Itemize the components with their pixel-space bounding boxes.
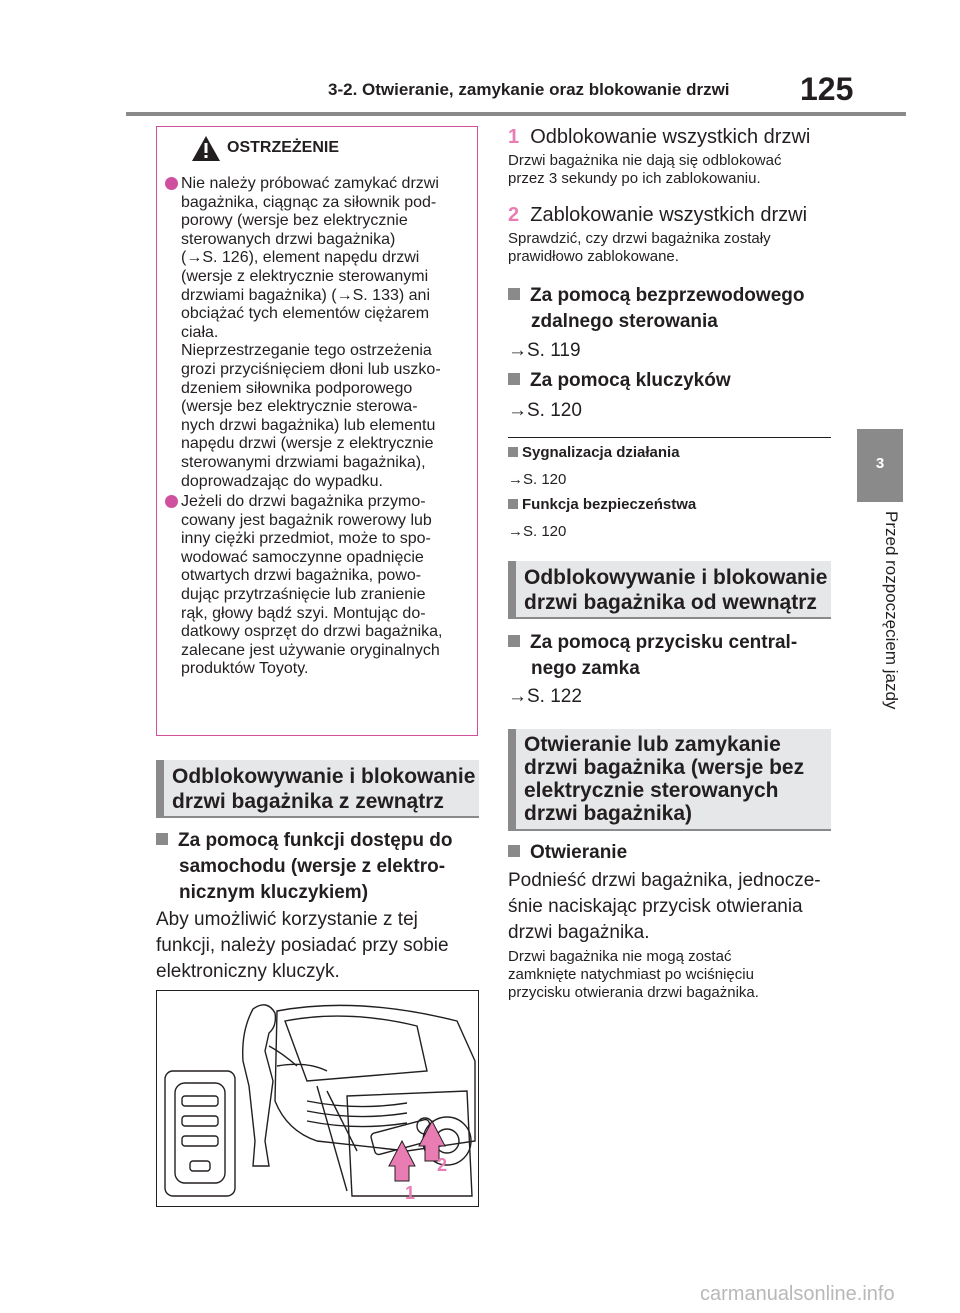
warning-body xyxy=(165,175,471,681)
square-bullet-icon xyxy=(508,373,520,385)
warning-text-line: (wersje z elektrycznie sterowanymi xyxy=(181,267,429,285)
warning-text-line: sterowanymi drzwiami bagażnika), xyxy=(181,453,426,471)
warning-text-line: napędu drzwi (wersje z elektrycznie xyxy=(181,435,434,453)
square-bullet-icon xyxy=(508,499,518,509)
subheading-line: zdalnego sterowania xyxy=(531,311,718,332)
subheading-line: Za pomocą funkcji dostępu do xyxy=(178,830,453,851)
text-line: funkcji, należy posiadać przy sobie xyxy=(156,935,449,956)
page-number: 125 xyxy=(800,71,854,107)
text-line: śnie naciskając przycisk otwierania xyxy=(508,896,803,917)
text-line: Drzwi bagażnika nie mogą zostać xyxy=(508,948,732,965)
step-number: 2 xyxy=(508,204,520,226)
subheading-line: Sygnalizacja działania xyxy=(522,444,680,461)
section-heading-outside xyxy=(156,760,479,818)
subheading-line: Za pomocą przycisku central- xyxy=(530,632,798,653)
chapter-title: Przed rozpoczęciem jazdy xyxy=(882,511,901,710)
section-title: 3-2. Otwieranie, zamykanie oraz blokowanie drzwi xyxy=(328,80,730,99)
opening-instructions xyxy=(508,868,843,946)
subheading-line: nego zamka xyxy=(531,658,640,679)
heading-line: elektrycznie sterowanych xyxy=(524,779,779,802)
step-title: Odblokowanie wszystkich drzwi xyxy=(530,126,811,148)
text-line: przycisku otwierania drzwi bagażnika. xyxy=(508,984,759,1001)
heading-bar xyxy=(156,760,164,816)
heading-line: drzwi bagażnika (wersje bez xyxy=(524,756,805,779)
subheading-smart-key xyxy=(156,828,486,906)
warning-text-line: zalecane jest używanie oryginalnych xyxy=(181,641,440,659)
subheading-line: samochodu (wersje z elektro- xyxy=(179,856,446,877)
subheading-line: nicznym kluczykiem) xyxy=(179,882,369,903)
subheading-safety xyxy=(508,496,696,513)
subheading-key xyxy=(508,368,838,394)
text-line: elektroniczny kluczyk. xyxy=(156,961,340,982)
page-reference-link[interactable]: →S. 120 xyxy=(508,471,567,488)
chapter-number: 3 xyxy=(875,455,885,472)
warning-text-line: (wersje bez elektrycznie sterowa- xyxy=(181,398,418,416)
warning-text-line: rąk, głowy bądź szyi. Montując do- xyxy=(181,604,426,622)
page-reference-link[interactable]: →S. 120 xyxy=(508,400,582,421)
step-note-line: Sprawdzić, czy drzwi bagażnika zostały xyxy=(508,230,771,247)
step-title: Zablokowanie wszystkich drzwi xyxy=(530,204,808,226)
page-reference-link[interactable]: →S. 119 xyxy=(508,340,581,361)
car-tailgate-drawing xyxy=(157,991,478,1206)
section-divider xyxy=(508,437,831,438)
header-rule xyxy=(126,112,906,116)
warning-text-line: dując przytrzaśnięcie lub zranienie xyxy=(181,586,426,604)
page-reference-link[interactable]: →S. 120 xyxy=(508,523,567,540)
subheading-line: Otwieranie xyxy=(530,842,628,863)
text-line: Podnieść drzwi bagażnika, jednocze- xyxy=(508,870,821,891)
warning-text-line: produktów Toyoty. xyxy=(181,660,309,678)
step-note-line: prawidłowo zablokowane. xyxy=(508,248,679,265)
warning-consequence xyxy=(181,342,471,491)
square-bullet-icon xyxy=(156,833,168,845)
step-number: 1 xyxy=(508,126,520,148)
subheading-signal xyxy=(508,444,680,461)
warning-text-line: doprowadzając do wypadku. xyxy=(181,472,383,490)
opening-note xyxy=(508,948,843,1002)
heading-bar xyxy=(508,561,516,617)
step-note-line: Drzwi bagażnika nie dają się odblokować xyxy=(508,152,782,169)
heading-line: drzwi bagażnika z zewnątrz xyxy=(172,790,444,813)
warning-text-line: ciała. xyxy=(181,323,219,341)
square-bullet-icon xyxy=(508,288,520,300)
warning-text-line: bagażnika, ciągnąc za siłownik pod- xyxy=(181,193,437,211)
warning-text-line: nych drzwi bagażnika) lub elementu xyxy=(181,416,436,434)
warning-text-line: grozi przyciśnięciem dłoni lub uszko- xyxy=(181,360,441,378)
heading-line: drzwi bagażnika od wewnątrz xyxy=(524,591,817,614)
warning-text-line: porowy (wersje bez elektrycznie xyxy=(181,212,408,230)
subheading-remote xyxy=(508,283,838,335)
watermark: carmanualsonline.info xyxy=(700,1283,895,1305)
tailgate-illustration xyxy=(156,990,479,1207)
page-reference-link[interactable]: →S. 122 xyxy=(508,686,582,707)
figure-label-1: 1 xyxy=(405,1183,416,1203)
section-heading-manual-tailgate xyxy=(508,729,831,831)
pink-bullet-icon xyxy=(165,495,178,508)
heading-line: Odblokowywanie i blokowanie xyxy=(172,765,476,788)
warning-text-line: Jeżeli do drzwi bagażnika przymo- xyxy=(181,493,426,511)
text-line: Aby umożliwić korzystanie z tej xyxy=(156,909,418,930)
heading-line: Otwieranie lub zamykanie xyxy=(524,733,781,756)
heading-line: Odblokowywanie i blokowanie xyxy=(524,566,828,589)
section-heading-inside xyxy=(508,561,831,619)
warning-item xyxy=(165,175,471,491)
square-bullet-icon xyxy=(508,447,518,457)
warning-text-line: Nieprzestrzeganie tego ostrzeżenia xyxy=(181,342,432,360)
warning-title: OSTRZEŻENIE xyxy=(227,139,340,156)
warning-text-line: obciążać tych elementów ciężarem xyxy=(181,305,430,323)
step-2 xyxy=(508,202,838,266)
subheading-line: Za pomocą bezprzewodowego xyxy=(530,285,805,306)
warning-text-line: cowany jest bagażnik rowerowy lub xyxy=(181,511,432,529)
warning-text-line: datkowy osprzęt do drzwi bagażnika, xyxy=(181,623,443,641)
warning-text-line: drzwiami bagażnika) (→S. 133) ani xyxy=(181,286,430,304)
subheading-central-lock xyxy=(508,630,838,682)
warning-triangle-icon xyxy=(191,135,221,162)
heading-bar xyxy=(508,729,516,829)
warning-item xyxy=(165,493,471,679)
warning-text-line: (→S. 126), element napędu drzwi xyxy=(181,249,420,267)
warning-text-line: wodować samoczynne opadnięcie xyxy=(181,548,424,566)
warning-text-line: Nie należy próbować zamykać drzwi xyxy=(181,175,439,192)
subheading-line: Za pomocą kluczyków xyxy=(530,370,731,391)
text-line: drzwi bagażnika. xyxy=(508,922,650,943)
square-bullet-icon xyxy=(508,635,520,647)
chapter-tab[interactable] xyxy=(857,429,903,502)
warning-box xyxy=(156,126,478,736)
subheading-opening xyxy=(508,840,627,866)
warning-text-line: dzeniem siłownika podporowego xyxy=(181,379,413,397)
text-line: zamknięte natychmiast po wciśnięciu xyxy=(508,966,754,983)
smart-key-description xyxy=(156,907,486,985)
square-bullet-icon xyxy=(508,845,520,857)
heading-line: drzwi bagażnika) xyxy=(524,802,693,825)
warning-text-line: sterowanych drzwi bagażnika) xyxy=(181,230,396,248)
figure-label-2: 2 xyxy=(437,1155,448,1175)
warning-text-line: inny ciężki przedmiot, może to spo- xyxy=(181,530,431,548)
pink-bullet-icon xyxy=(165,177,178,190)
subheading-line: Funkcja bezpieczeństwa xyxy=(522,496,697,513)
warning-header xyxy=(157,127,477,169)
step-note-line: przez 3 sekundy po ich zablokowaniu. xyxy=(508,170,761,187)
step-1 xyxy=(508,124,838,188)
warning-text-line: otwartych drzwi bagażnika, powo- xyxy=(181,567,422,585)
